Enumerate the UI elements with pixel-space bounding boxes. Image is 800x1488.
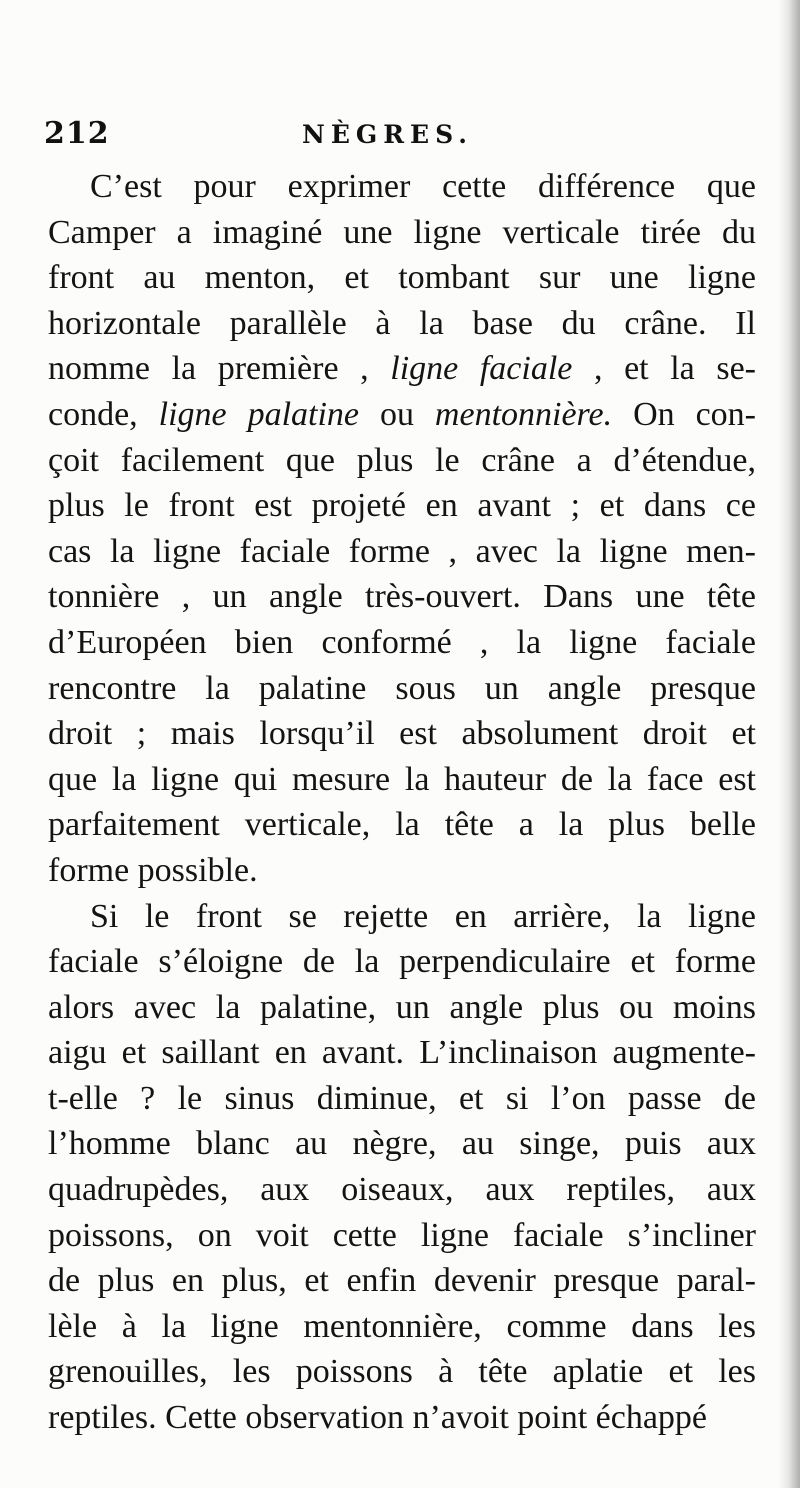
text-line xyxy=(48,620,756,666)
text-line xyxy=(48,574,756,620)
text-line xyxy=(48,483,756,529)
text-line xyxy=(48,985,756,1031)
text-run: l’homme blanc au nègre, au singe, puis aux xyxy=(48,1125,756,1163)
text-run: , et la se- xyxy=(572,350,756,388)
text-run: parfaitement verticale, la tête a la plus belle xyxy=(48,806,756,844)
running-head xyxy=(40,116,760,156)
text-run: conde, xyxy=(48,395,159,433)
text-run: C’est pour exprimer cette différence que xyxy=(90,168,756,205)
text-line xyxy=(48,894,756,940)
text-run: front au menton, et tombant sur une ligne xyxy=(48,259,756,297)
text-run: ou xyxy=(359,395,435,433)
text-line xyxy=(48,255,756,301)
text-line xyxy=(48,757,756,803)
running-title: NÈGRES. xyxy=(302,120,473,149)
text-line xyxy=(48,1030,756,1076)
text-line xyxy=(48,346,756,392)
body-text xyxy=(48,164,756,1441)
text-run: lèle à la ligne mentonnière, comme dans les xyxy=(48,1307,756,1345)
italic-term: mentonnière. xyxy=(434,395,613,433)
text-run: rencontre la palatine sous un angle presque xyxy=(48,669,756,707)
text-run: aigu et saillant en avant. L’inclinaison augmente- xyxy=(48,1034,756,1072)
text-line xyxy=(48,301,756,347)
text-line xyxy=(48,1395,756,1441)
text-run: que la ligne qui mesure la hauteur de la face est xyxy=(48,760,756,798)
text-run: poissons, on voit cette ligne faciale s’incliner xyxy=(48,1216,756,1254)
text-line xyxy=(48,1213,756,1259)
text-run: cas la ligne faciale forme , avec la ligne men- xyxy=(48,532,756,570)
text-line xyxy=(48,1258,756,1304)
text-run: forme possible. xyxy=(48,851,258,889)
page-number: 212 xyxy=(44,116,110,151)
text-run: horizontale parallèle à la base du crâne. Il xyxy=(48,304,756,342)
text-line xyxy=(48,1121,756,1167)
text-line xyxy=(48,529,756,575)
text-run: tonnière , un angle très-ouvert. Dans une tête xyxy=(48,578,756,616)
text-run: grenouilles, les poissons à tête aplatie et les xyxy=(48,1353,756,1391)
text-line xyxy=(48,164,756,210)
italic-term: ligne palatine xyxy=(158,395,360,433)
text-run: droit ; mais lorsqu’il est absolument droit et xyxy=(48,715,756,753)
text-run: alors avec la palatine, un angle plus ou moins xyxy=(48,988,756,1026)
text-run: quadrupèdes, aux oiseaux, aux reptiles, aux xyxy=(48,1171,756,1209)
text-line xyxy=(48,1167,756,1213)
text-line xyxy=(48,848,756,894)
text-run: çoit facilement que plus le crâne a d’étendue, xyxy=(48,441,756,479)
text-run: Si le front se rejette en arrière, la ligne xyxy=(90,897,756,935)
text-line xyxy=(48,802,756,848)
text-run: reptiles. Cette observation n’avoit point échappé xyxy=(48,1399,708,1437)
text-line xyxy=(48,210,756,256)
italic-term: ligne faciale xyxy=(390,350,573,388)
text-run: de plus en plus, et enfin devenir presque paral- xyxy=(48,1262,756,1300)
page-edge-shadow xyxy=(778,0,800,1488)
text-line xyxy=(48,1349,756,1395)
text-line xyxy=(48,711,756,757)
text-line xyxy=(48,438,756,484)
text-line xyxy=(48,666,756,712)
text-run: faciale s’éloigne de la perpendiculaire et forme xyxy=(48,943,756,981)
text-run: On con- xyxy=(612,395,756,433)
text-run: nomme la première , xyxy=(48,350,391,388)
text-line xyxy=(48,1076,756,1122)
text-line xyxy=(48,1304,756,1350)
text-line xyxy=(48,939,756,985)
text-run: plus le front est projeté en avant ; et dans ce xyxy=(48,487,756,525)
text-line xyxy=(48,392,756,438)
text-run: Camper a imaginé une ligne verticale tirée du xyxy=(48,213,756,251)
text-run: t-elle ? le sinus diminue, et si l’on passe de xyxy=(48,1079,756,1117)
text-run: d’Européen bien conformé , la ligne faciale xyxy=(48,623,756,661)
